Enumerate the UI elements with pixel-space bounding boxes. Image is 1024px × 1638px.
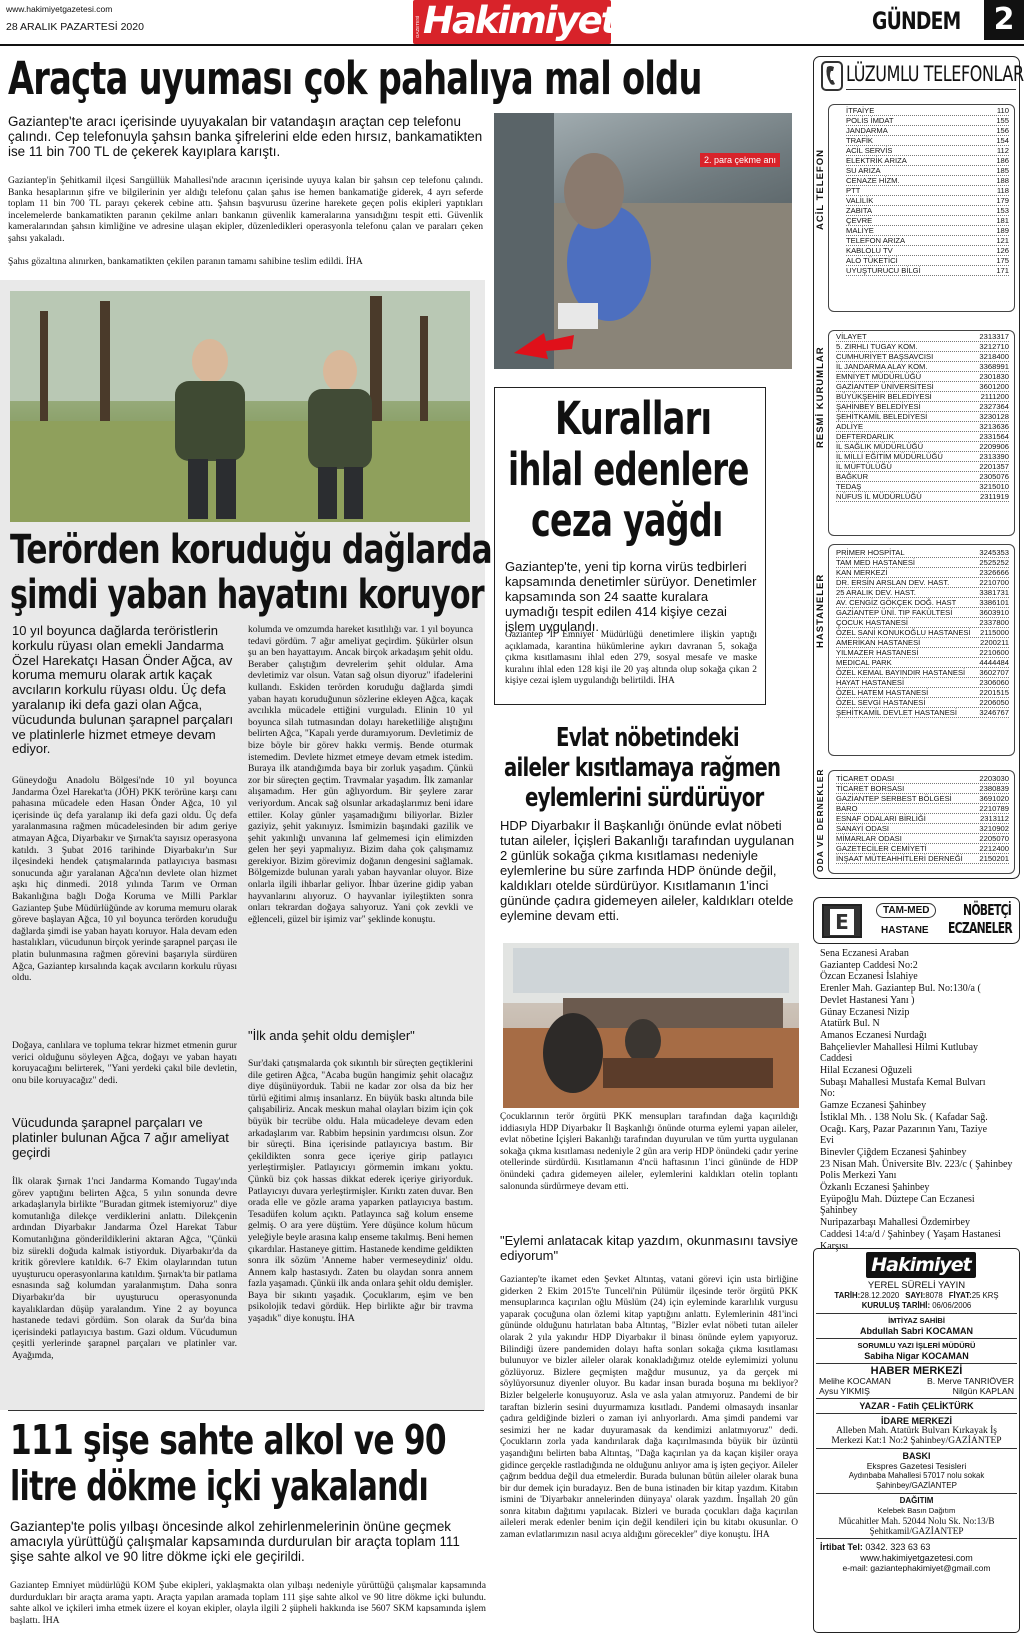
phone-name: ŞAHİNBEY BELEDİYESİ [836, 402, 921, 411]
phone-number: 2206050 [979, 698, 1009, 707]
pharmacy-line: İstiklal Mh. . 138 Nolu Sk. ( Kafadar Sağ. [820, 1111, 988, 1123]
phone-row [846, 226, 1009, 236]
pharmacy-badge [822, 904, 862, 938]
phone-row [846, 206, 1009, 216]
phone-row [846, 186, 1009, 196]
phone-name: TEDAŞ [836, 482, 862, 491]
phone-name: MİMARLAR ODASI [836, 834, 902, 843]
phone-row [846, 146, 1009, 156]
phone-number: 118 [996, 186, 1009, 195]
phone-name: İL MİLLİ EĞİTİM MÜDÜRLÜĞÜ [836, 452, 943, 461]
phone-number: 2313317 [979, 332, 1009, 341]
phone-row [836, 382, 1009, 392]
phone-name: BÜYÜKŞEHİR BELEDİYESİ [836, 392, 932, 401]
phone-row [836, 678, 1009, 688]
phone-number: 189 [996, 226, 1009, 235]
phone-name: İL MÜFTÜLÜĞÜ [836, 462, 892, 471]
phone-name: TAM MED HASTANESİ [836, 558, 916, 567]
phone-name: PRİMER HOSPİTAL [836, 548, 905, 557]
phone-row [836, 442, 1009, 452]
imprint-news-3: B. Merve TANRIÖVER [926, 1376, 1014, 1386]
phone-name: YILMAZER HASTANESİ [836, 648, 919, 657]
phone-row [846, 236, 1009, 246]
imprint-logo-text: Hakimiyet [871, 1254, 971, 1276]
phone-number: 181 [996, 216, 1009, 225]
phone-number: 3691020 [979, 794, 1009, 803]
phone-name: SU ARIZA [846, 166, 881, 175]
logo-text: Hakimiyet [423, 0, 617, 42]
phone-row [836, 462, 1009, 472]
phone-name: CUMHURİYET BAŞSAVCISI [836, 352, 934, 361]
phone-number: 2525252 [979, 558, 1009, 567]
masthead-logo [413, 0, 617, 44]
article1-body: Gaziantep'in Şehitkamil ilçesi Sarıgüllük Mahallesi'nde aracının içerisinde uyuya kalan bir şahsın cep telefonu çalındı. Banka hesaplarının şifre ve bilgilerinin yer aldığı telefonu çalan şahıs ise hemen bankamatiğe giderek, 4 ayrı seferde toplam 11 bin 700 TL parayı çekerek cebine attı. Şahsın başvurusu üzerine harekete geçen polis ekipleri yaptıkları incelemelerde bankamatikten paranın çekilme anları bankanın güvenlik kameralarına yansıdığını tespit etti. Güvenlik kameralarından şahsın kimliğine ve adresine ulaşan ekipler, düzenledikleri operasyonla telefonu çalan ve paraları çeken şahsı yakaladı. [8, 175, 483, 244]
imprint-website[interactable]: www.hakimiyetgazetesi.com [860, 1553, 973, 1563]
phone-number: 2212400 [979, 844, 1009, 853]
pharmacy-line: Caddesi [820, 1053, 853, 1065]
phone-row [836, 402, 1009, 412]
article3-rule [8, 1410, 484, 1411]
meeting-photo-illustration [503, 943, 799, 1108]
phone-name: AV. CENGİZ GÖKÇEK DOĞ. HAST [836, 598, 957, 607]
phone-name: ÖZEL HATEM HASTANESİ [836, 688, 929, 697]
article3-headline-line1: 111 şişe sahte alkol ve 90 [10, 1416, 446, 1464]
phone-row [836, 628, 1009, 638]
phone-name: MEDICAL PARK [836, 658, 892, 667]
phone-number: 2311919 [980, 492, 1009, 501]
phone-row [836, 854, 1009, 864]
phone-row [836, 774, 1009, 784]
imprint-email[interactable]: e-mail: gaziantephakimiyet@gmail.com [842, 1563, 991, 1573]
phone-row [836, 472, 1009, 482]
imprint-news-1: Melihe KOCAMAN [819, 1376, 891, 1386]
phone-number: 179 [996, 196, 1009, 205]
phone-name: ÇEVRE [846, 216, 873, 225]
pharmacy-line: Binevler Çiğdem Eczanesi Şahinbey [820, 1146, 967, 1158]
phone-number: 2313390 [979, 452, 1009, 461]
phone-row [846, 106, 1009, 116]
pharmacy-line: Gamze Eczanesi Şahinbey [820, 1100, 927, 1112]
imprint-news-4: Nilgün KAPLAN [952, 1386, 1014, 1396]
article2-col2-p5: Sur'daki çatışmalarda çok sıkıntılı bir süreçten geçtiklerini dile getiren Ağca, "Acaba bugün hangimiz şehit olacağız diye düşünüyorduk. Tabii ne kadar zor olsa da biz her türlü eğitimi almış insanlarız. En büyük baskı altında bile çalışabiliriz. Ancak meskun mahal olayları bizim için çok büyük bir tecrübe oldu. Hala mücadeleye devam eden arkadaşlarım var. Rabbim hepsinin yardımcısı olsun. Zor bir süreçti. Bina içerisinde patlayıcıya bastım. Bir çekildikten sonra gece içeriye girip patlayıcı yerleştirmişler. Patlayıcıyı görmemin imkanı yoktu. Çünkü biz çok hassas dikkat ederek içeriye giriyorduk. Patlayıcıyı duvara yerleştirmişler. Kırıktı zaten duvar. Ben orada elle ve gözle arama yaparken patlayıcıya bastım. Tesadüfen kolum açıktı. Patlayınca sağ kolum enseme gelmiş. O ara yere düştüm. Yere düşünce kolum hücum yeleğiyle beyle arasına kalıp enseme takılmış. Beni hemen çıkardılar. Hastaneye gittim. Hastanede kendime geldikten sonra ilk sözüm 'Anneme haber vermeseydiniz' oldu. Annem kalp hastasıydı. Zaten bu olaydan sonra annem fazla yaşamadı. Çünkü ilk anda onlara şehit oldu demişler. Baya bir sıkıntı yaşadık. Çocuklarım, eşim ve ben psikolojik tedavi gördük. Hep birlikte ağır bir travma yaşadık" diye konuştu. İHA [248, 1058, 473, 1325]
article5-headline-line3: eylemlerini sürdürüyor [525, 783, 764, 813]
phone-row [836, 332, 1009, 342]
phone-number: 2111200 [980, 392, 1009, 401]
phone-row [836, 392, 1009, 402]
article1-body-end: Şahıs gözaltına alınırken, bankamatikten çekilen paranın tamamı sahibine teslim edildi. İHA [8, 256, 363, 267]
article2-subhead2: "İlk anda şehit oldu demişler" [248, 1028, 415, 1043]
phone-name: ÖZEL SANİ KONUKOĞLU HASTANESİ [836, 628, 971, 637]
pharmacy-line: Sena Eczanesi Araban [820, 948, 909, 959]
imprint-phone: İrtibat Tel: 0342. 323 63 63 [816, 1538, 1017, 1553]
imprint-news-2: Aysu YIKMIŞ [819, 1386, 870, 1396]
phone-name: GAZETECİLER CEMİYETİ [836, 844, 927, 853]
phone-name: İL SAĞLIK MÜDÜRLÜĞÜ [836, 442, 924, 451]
article2-col2-p4: kolumda ve omzumda hareket kısıtlılığı var. 1 yıl boyunca tedavi gördüm. 7 ağır ameliyat geçirdim. Şükürler olsun şu an ben hayattayım. Ancak birçok arkadaşım şehit oldu. Beraber çalıştığım devrelerim şehit oldular. Ama devletimiz var olsun. Vatan sağ olsun diyoruz" ifadelerini kullandı. Eskiden terörden koruduğu dağlarda şimdi yaban hayatı koruduğunun sözlerine ekleyen Ağca, kaçak avcılıkla mücadele ettiğini vurguladı. Elinin 10 yıl boyunca silah tutmasından dolayı hareketliliğe alıştığını belirten Ağca, "Kapalı yerde duramıyorum. Devletimiz de bize böyle bir görev hakkı vermiş. Bende oturmak istemedim. Devlete hizmet etmeye devam etmek istedim. Buraya ilk atandığımda baya bir zorluk yaşadım. Çünkü zor bir süreçten geçtim. Travmalar yaşadım. İlk zamanlar alışamadım. Her gün ağlıyordum. Bir şeylere zarar veriyordum. Ancak sağ olsunlar arkadaşlarımız beni idare ettiler. Kolay günler yaşamadığımı biliyorlar. Bizler gaziyiz, şehit yakınıyız. İsmimizin başındaki gazilik ve şehit yakınlığı unvanına laf gelmemesi için elimizden gelen her şeyi yapmalıyız. Bizim daha çok çalışmamız gerekiyor. Bizim görevimiz doğanın dengesini sağlamak. Bölgemizde bulunan yaralı yaban hayvanlar oluyor. Bize onlarla ilgili ihbarlar geliyor. İhbar üzerine gidip yaban hayvanlarını alıyoruz. O hayvanlar iyileştikten sonra onları tekrardan doğaya salıyoruz. Yani çok zevkli ve eğlenceli, güzel bir işimiz var" şeklinde konuştu. [248, 624, 473, 925]
phone-row [836, 432, 1009, 442]
imprint-print: BASKI Ekspres Gazetesi Tesisleri Aydınbaba Mahallesi 57017 nolu sokak Şahinbey/GAZİANTEP [816, 1448, 1017, 1491]
article4-headline-line2: ihlal edenlere [508, 443, 749, 496]
phone-row [836, 638, 1009, 648]
phone-number: 188 [996, 176, 1009, 185]
imprint-founded: KURULUŞ TARİHİ: 06/06/2006 [861, 1301, 972, 1310]
imprint-writer: YAZAR - Fatih ÇELİKTÜRK [816, 1398, 1017, 1411]
phone-number: 2327364 [979, 402, 1009, 411]
phone-number: 2210600 [979, 648, 1009, 657]
phone-row [836, 658, 1009, 668]
phone-number: 2326666 [979, 568, 1009, 577]
phone-row [836, 422, 1009, 432]
phone-number: 2150201 [979, 854, 1009, 863]
phones-group-3-label: ODA VE DERNEKLER [815, 768, 825, 872]
phone-number: 2203030 [979, 774, 1009, 783]
article4-headline-line1: Kuralları [555, 392, 712, 445]
phone-row [836, 688, 1009, 698]
phone-row [846, 166, 1009, 176]
pharmacy-line: Özkanlı Eczanesi Şahinbey [820, 1182, 930, 1194]
phone-name: ÇOCUK HASTANESİ [836, 618, 909, 627]
issue-date: 28 ARALIK PAZARTESİ 2020 [6, 21, 144, 33]
phone-name: ACİL SERVİS [846, 146, 893, 155]
phones-group-3-list [836, 774, 1009, 864]
phone-row [846, 176, 1009, 186]
phone-number: 171 [996, 266, 1009, 275]
phone-number: 3215010 [979, 482, 1009, 491]
imprint-admin: İDARE MERKEZİ Alleben Mah. Atatürk Bulvarı Kırkayak İş Merkezi Kat:1 No:2 Şahinbey/GAZİANTEP [816, 1413, 1017, 1446]
phone-row [846, 126, 1009, 136]
article5-p2: Gaziantep'te ikamet eden Şevket Altıntaş, vatani görevi için usta birliğine giderken 2 Ekim 2015'te Tunceli'nin Pülümür ilçesinde terör örgütü PKK mensuplarınca kaçırılan oğlu Müslüm (24) için eyleminde kararlılık vurgusu yaparak çocuğuna olan özlemi kitap yaptığını anlattı. Eylemlerinin 481'inci gününde olduğunu hatırlatan baba Altıntaş, "Bizler evlat nöbeti tutan aileler olarak 2 yıla yakındır HDP Diyarbakır il binası önünde eylem yapıyoruz. Bilindiği üzere pandemiden dolayı hafta sonları sokağa çıkma kısıtlaması bulunuyor ve bizler aileler olarak konakladığımız otelde eylemimizi yolunu gözlüyoruz. Bizlere geçmişten mağdur musunuz, ya da gerçek mi söylüyorsunuz diyenler oluyor. Bu kadar insan burada boşuna mı bekliyor? Bizler belgelerle konuşuyoruz. Asla ve asla yalan atmıyoruz. Pandemi de bir taraftan bizlerin sesini duyurmamıza kısıtladı. Pandemi olmasaydı insanlar çadıra geldiğinde bizleri o zaman iyi anlıyorlardı. Ama şimdi pandemi var sesimizi her ne kadar duyuramasak da kendimizi anlatmıyoruz" dedi. Çocukların zorla yada kandırılarak dağa kaçırılmasında büyük bir üzüntü yaşandığını belirten baba Altıntaş, "Dağa kaçırılan ya da kaçan kişiler oraya gidince gerçekle rastladığında ne olduğunu anlıyor ama iş işten geçiyor. Aileler çağrım beddua değil dua etmelerdir. Burada bulunan bütün aileler olarak buna bir dur demek için buradayız. Ben de buna istinaden bir kitap yazdım. Kitabın ismini de 'Diyarbakır annelerinden dünyaya' olarak yazdım. İnşallah 20 gün sonra kitabın dağıtımı yapılacak. Bizleri ve burada çocukları dağa kaçırılan aileleri merak edenler benim için değil kendileri için bu kitabı okusunlar. O zaman evlatlarımızın nasıl acıya aldığını görecekler" diye konuştu. İHA [500, 1275, 798, 1541]
article1-headline: Araçta uyuması çok pahalıya mal oldu [8, 52, 702, 105]
phone-number: 110 [996, 106, 1009, 115]
phone-number: 112 [996, 146, 1009, 155]
phone-row [846, 246, 1009, 256]
phones-title: LÜZUMLU TELEFONLAR [846, 62, 1024, 86]
article5-headline-line2: aileler kısıtlamaya rağmen [504, 753, 781, 783]
phone-name: İNŞAAT MÜTEAHHİTLERİ DERNEĞİ [836, 854, 963, 863]
phone-name: TRAFİK [846, 136, 874, 145]
phones-group-1-list [836, 332, 1009, 502]
phone-number: 153 [996, 206, 1009, 215]
phone-number: 3386101 [979, 598, 1009, 607]
phone-row [836, 598, 1009, 608]
phone-number: 2210700 [979, 578, 1009, 587]
phone-number: 155 [996, 116, 1009, 125]
phone-row [836, 362, 1009, 372]
imprint-owner: İMTİYAZ SAHİBİ Abdullah Sabri KOCAMAN [816, 1313, 1017, 1336]
phone-name: VİLAYET [836, 332, 867, 341]
article2-subhead1: Vücudunda şarapnel parçaları ve platinler bulunan Ağca 7 ağır ameliyat geçirdi [12, 1115, 229, 1160]
pharmacy-brand: TAM-MED [876, 903, 936, 918]
phones-title-rule [846, 89, 1016, 90]
phone-name: KABLOLU TV [846, 246, 893, 255]
phone-name: ELEKTRİK ARIZA [846, 156, 907, 165]
phone-row [836, 834, 1009, 844]
phone-name: BAĞKUR [836, 472, 869, 481]
phone-number: 2209906 [979, 442, 1009, 451]
phone-number: 2205070 [979, 834, 1009, 843]
article2-lead: 10 yıl boyunca dağlarda teröristlerin korkulu rüyası olan emekli Jandarma Özel Harekatçı Hasan Önder Ağca, av koruma memuru olarak artık kaçak avcıların korkulu rüyası oldu. Üç defa yaralanıp iki defa gazi olan Ağca, vücudunda bulunan şarapnel parçaları ve platinlerle hizmet etmeye devam ediyor. [12, 623, 234, 757]
phone-number: 4444484 [979, 658, 1009, 667]
phone-row [836, 452, 1009, 462]
pharmacy-line: Günay Eczanesi Nizip [820, 1006, 910, 1018]
phone-row [846, 136, 1009, 146]
article3-headline-line2: litre dökme içki yakalandı [10, 1462, 429, 1510]
imprint-price: FİYAT:25 KRŞ [948, 1291, 999, 1300]
article5-headline-line1: Evlat nöbetindeki [556, 723, 739, 753]
article2-headline-line1: Terörden koruduğu dağlarda [10, 527, 492, 573]
phone-name: ALO TÜKETİCİ [846, 256, 898, 265]
imprint-editor: SORUMLU YAZI İŞLERİ MÜDÜRÜ Sabiha Nigar KOCAMAN [816, 1338, 1017, 1361]
phone-name: BARO [836, 804, 858, 813]
phone-number: 126 [996, 246, 1009, 255]
phone-name: DR. ERSİN ARSLAN DEV. HAST. [836, 578, 950, 587]
pharmacy-title-line2: ECZANELER [948, 919, 1013, 937]
phone-row [836, 482, 1009, 492]
phone-name: GAZİANTEP ÜNİVERSİTESİ [836, 382, 934, 391]
pharmacy-badge-letter: E [830, 909, 854, 935]
phone-number: 3212710 [979, 342, 1009, 351]
phone-name: ŞEHİTKAMİL BELEDİYESİ [836, 412, 928, 421]
pharmacy-line: No: [820, 1088, 835, 1100]
phone-name: ADLİYE [836, 422, 864, 431]
phone-number: 156 [996, 126, 1009, 135]
article3-body: Gaziantep Emniyet müdürlüğü KOM Şube ekipleri, yaklaşmakta olan yılbaşı nedeniyle yürüttüğü çalışmalar kapsamında durdurdukları bir araçta arama yaptı. Araçta yapılan aramada toplam 111 şişe sahte alkol ve 90 litre dökme içki bulundu. sahte alkol ve içkileri imha etmek üzere el koyan ekipler, olayla ilgili 2 şüpheli hakkında ise 5607 SKM kapsamında işlem başlattı. İHA [10, 1580, 486, 1626]
article5-subhead: "Eylemi anlatacak kitap yazdım, okunmasını tavsiye ediyorum" [500, 1233, 798, 1263]
phone-row [836, 372, 1009, 382]
phone-row [846, 216, 1009, 226]
phone-row [836, 698, 1009, 708]
phones-group-1-label: RESMİ KURUMLAR [815, 346, 826, 448]
phone-number: 2305076 [979, 472, 1009, 481]
phone-number: 2331564 [979, 432, 1009, 441]
phone-number: 3210902 [979, 824, 1009, 833]
phone-number: 2301830 [979, 372, 1009, 381]
phone-name: NÜFUS İL MÜDÜRLÜĞÜ [836, 492, 922, 501]
phone-number: 3381731 [979, 588, 1009, 597]
phone-row [836, 804, 1009, 814]
phone-number: 2337800 [979, 618, 1009, 627]
phone-name: POLİS İMDAT [846, 116, 894, 125]
phone-number: 2306060 [979, 678, 1009, 687]
pharmacy-line: 23 Nisan Mah. Üniversite Blv. 223/c ( Şahinbey Polis Merkezi Yanı [820, 1158, 1013, 1182]
phone-row [836, 352, 1009, 362]
phone-name: ÖZEL KEMAL BAYINDIR HASTANESİ [836, 668, 966, 677]
phone-name: 25 ARALIK DEV. HAST. [836, 588, 916, 597]
phone-number: 154 [996, 136, 1009, 145]
imprint-news-names [816, 1376, 1017, 1396]
wildlife-photo-illustration [10, 291, 470, 522]
phone-name: PTT [846, 186, 861, 195]
phone-name: TİCARET ODASI [836, 774, 895, 783]
pharmacy-line: Caddesi 14:a/d / Şahinbey ( Yaşam Hastanesi [820, 1228, 1001, 1240]
pharmacy-line: Atatürk Bul. N [820, 1018, 880, 1030]
phone-number: 3230128 [979, 412, 1009, 421]
header-rule [0, 44, 1024, 46]
phone-number: 2313112 [980, 814, 1009, 823]
imprint-issue-line [816, 1291, 1017, 1301]
phone-name: ŞEHİTKAMİL DEVLET HASTANESİ [836, 708, 957, 717]
phone-number: 3246767 [979, 708, 1009, 717]
page-number: 2 [984, 0, 1024, 40]
imprint-date: TARİH:28.12.2020 [834, 1291, 900, 1300]
phone-icon [821, 61, 843, 91]
phone-row [846, 196, 1009, 206]
article2-col1-p3: İlk olarak Şırnak 1'nci Jandarma Komando Tugay'ında görev yaptığını belirten Ağca, 5 yılın sonunda devre arkadaşlarıyla birlikte "Buradan gitmek istemiyoruz" diye komutanlığa dilekçe verdiklerini anlattı. Dilekçenin ardından Diyarbakır Jandarma Özel Harekat Tabur Komutanlığına gönderildiklerini aktaran Ağca, "Çünkü biz sürekli doğuda kalmak istiyorduk. Diyarbakır'da da kritik görevlere katıldık. 6-7 Ekim olaylarından tutun uyuşturucu operasyonlarına katıldım. Şırnak'ta bir patlama esnasında sağ kolumdan yaralanmıştım. Daha sonra Diyarbakır'da bir uyuşturucu operasyonunda kayalıklardan düşüp yaralandım. Yine 2 ay boyunca hastanede tedavi gördüm. Son olarak da Sur'da bina içerisindeki patlayıcıya bastım. Gazi oldum. Vücudumun çeşitli yerlerinde şarapnel parçaları ve platinler var. Ayağımda, [12, 1176, 237, 1361]
phone-row [846, 156, 1009, 166]
article5-p1: Çocuklarının terör örgütü PKK mensupları tarafından dağa kaçırıldığı iddiasıyla HDP Diyarbakır İl Başkanlığı önünde oturma eylemi yapan aileler, evlat nöbetine İçişleri Bakanlığı tarafından duyurulan ve tüm yurtta uygulanan sokağa çıkma kısıtlaması nedeniyle 2 gün ara verip HDP önündeki çadır yerine otellerinde sürdürdü. Kısıtlamanın 4'ncü haftasının 1'inci gününde de HDP önündeki çadıra gidemeyen aileler, eylemlerini kaldıkları otelin toplantı salonunda sürdürmeye devam etti. [500, 1112, 798, 1192]
phone-name: ÖZEL SEVGİ HASTANESİ [836, 698, 926, 707]
phone-row [836, 668, 1009, 678]
photo-label: 2. para çekme anı [700, 153, 780, 167]
phone-row [836, 814, 1009, 824]
pharmacy-line: Nuripazarbaşı Mahallesi Özdemirbey [820, 1217, 970, 1229]
phone-number: 2380839 [979, 784, 1009, 793]
logo-side-text: GAZETESİ [415, 15, 420, 38]
article4-body: Gaziantep İl Emniyet Müdürlüğü denetimlere ilişkin yaptığı açıklamada, karantina hükümlerine aykırı davranan 5, sokağa çıkma kısıtlamasını ihlal eden 279, sosyal mesafe ve maske kuralını ihlal eden 128 kişi ile 20 yaş altında olup sokağa çıkan 2 kişiye cezai işlem uygulandığı belirtildi. İHA [505, 630, 757, 687]
atm-photo-illustration [494, 113, 792, 369]
phone-row [836, 844, 1009, 854]
wildlife-photo [10, 291, 470, 522]
phone-number: 3602707 [979, 668, 1009, 677]
phone-row [836, 824, 1009, 834]
article1-lead: Gaziantep'te aracı içerisinde uyuyakalan bir vatandaşın araçtan cep telefonu çalındı. Cep telefonuyla şahsın banka şifrelerini elde eden hırsız, bankamatikten ise 11 bin 700 TL de çekerek kayıplara karıştı. [8, 114, 483, 159]
pharmacy-line: Devlet Hastanesi Yanı ) [820, 994, 915, 1006]
phone-row [836, 578, 1009, 588]
phone-name: TELEFON ARIZA [846, 236, 906, 245]
imprint-content [816, 1281, 1017, 1573]
pharmacy-line: Amanos Eczanesi Nurdağı [820, 1029, 927, 1041]
phone-row [836, 412, 1009, 422]
meeting-photo [503, 943, 799, 1108]
pharmacy-list [820, 948, 1020, 1252]
phone-name: ZABITA [846, 206, 873, 215]
phone-number: 185 [996, 166, 1009, 175]
atm-photo [494, 113, 792, 369]
phone-number: 3213636 [979, 422, 1009, 431]
phone-row [836, 342, 1009, 352]
phone-row [836, 618, 1009, 628]
phones-group-0-list [846, 106, 1009, 276]
phone-row [836, 784, 1009, 794]
pharmacy-line: Özcan Eczanesi İslahiye [820, 971, 918, 983]
phone-name: VALİLİK [846, 196, 874, 205]
phone-name: İL JANDARMA ALAY KOM. [836, 362, 928, 371]
phone-name: JANDARMA [846, 126, 888, 135]
phone-row [846, 116, 1009, 126]
pharmacy-line: Evi [820, 1135, 834, 1147]
phone-number: 2201515 [979, 688, 1009, 697]
article5-lead: HDP Diyarbakır İl Başkanlığı önünde evlat nöbeti tutan aileler, İçişleri Bakanlığı tarafından uygulanan 2 günlük sokağa çıkma kısıtlaması nedeniyle eylemlerine bu süre zarfında HDP önünde değil, kaldıkları otelde sürdürüyor. Kısıtlamanın 1'inci gününde çadıra gidemeyen aileler, kaldıkları otelde eylemine devam etti. [500, 818, 795, 923]
phone-row [846, 256, 1009, 266]
pharmacy-brand-sub: HASTANE [881, 925, 929, 936]
article4-lead: Gaziantep'te, yeni tip korna virüs tedbirleri kapsamında denetimler sürüyor. Denetimler kapsamında son 24 saatte kuralara uymadığı tespit edilen 414 kişiye cezai işlem uygulandı. [505, 559, 757, 634]
phone-name: EMNİYET MÜDÜRLÜĞÜ [836, 372, 922, 381]
article2-col1-p2: Doğaya, canlılara ve topluma tekrar hizmet etmenin gurur verici olduğunu söyleyen Ağca, doğayı ve yaban hayatı koruyacağını belirterek, "Yani yerdeki çakıl bile devletin, onu bile koruyacağız" dedi. [12, 1040, 237, 1086]
article2-col1-p1: Güneydoğu Anadolu Bölgesi'nde 10 yıl boyunca Jandarma Özel Harekat'ta (JÖH) PKK terörüne karşı canı pahasına mücadele eden Hasan Önder Ağca, 10 yıl içerisinde üç defa yaralanıp iki defa gazi oldu. Üç defa yaralanmasına rağmen mücadelesinden bir adım geriye atmayan Ağca, Diyarbakır ve Şırnak'ta sayısız operasyona katıldı. 3 Şubat 2016 tarihinde Diyarbakır'ın Sur ilçesindeki hendek çatışmalarında patlayıcıya basması sonucunda ağır yaralanan Ağca'nın devlete olan hizmet aşkı hiç dinmedi. 2018 yılında Tarım ve Orman Bakanlığına bağlı Doğa Koruma ve Milli Parklar Gaziantep Şube Müdürlüğünde av koruma memuru olarak göreve başlayan Ağca, 10 yıl boyunca terörden koruduğu dağlarda şimdi ise yaban hayatı koruyor. Hala devam eden hastalıkları, vücudunun birçok yerinde şarapnel parçası ile platin bulunmasına rağmen görevini başarıyla sürdüren Ağca, Gaziantep kırsalında kaçak avcıların korkulu rüyası oldu. [12, 775, 237, 984]
imprint-distribution: DAĞITIM Kelebek Basın Dağıtım Mücahitler Mah. 52044 Nolu Sk. No:13/B Şehitkamil/GAZİANTEP [816, 1493, 1017, 1536]
phone-number: 2210789 [979, 804, 1009, 813]
article2-headline-line2: şimdi yaban hayatını koruyor [10, 572, 484, 618]
phones-group-2-list [836, 548, 1009, 718]
phone-name: KAN MERKEZİ [836, 568, 888, 577]
phone-row [836, 588, 1009, 598]
pharmacy-line: Bahçelievler Mahallesi Hilmi Kutlubay [820, 1041, 979, 1053]
phone-name: SANAYİ ODASI [836, 824, 890, 833]
phones-group-0-label: ACİL TELEFON [815, 149, 826, 230]
phone-row [836, 708, 1009, 718]
pharmacy-line: Subaşı Mahallesi Mustafa Kemal Bulvarı [820, 1076, 986, 1088]
section-title: GÜNDEM [872, 7, 961, 35]
site-url[interactable]: www.hakimiyetgazetesi.com [6, 4, 113, 14]
imprint-kind: YEREL SÜRELİ YAYIN [867, 1280, 966, 1291]
pharmacy-line: Karşısı [820, 1240, 849, 1252]
phone-name: MALİYE [846, 226, 874, 235]
phone-name: İTFAİYE [846, 106, 875, 115]
phone-row [836, 648, 1009, 658]
imprint-number: SAYI:8078 [905, 1291, 943, 1300]
phone-number: 121 [996, 236, 1009, 245]
phone-number: 2201357 [979, 462, 1009, 471]
phone-row [836, 558, 1009, 568]
phone-row [836, 608, 1009, 618]
phone-name: HAYAT HASTANESİ [836, 678, 905, 687]
pharmacy-line: Erenler Mah. Gaziantep Bul. No:130/a ( [820, 983, 981, 995]
phone-name: GAZİANTEP SERBEST BÖLGESİ [836, 794, 952, 803]
phone-row [836, 548, 1009, 558]
article4-headline-line3: ceza yağdı [531, 494, 723, 547]
phone-number: 186 [996, 156, 1009, 165]
phone-name: TİCARET BORSASI [836, 784, 905, 793]
pharmacy-line: Şahinbey [820, 1205, 858, 1217]
phone-number: 3245353 [979, 548, 1009, 557]
phone-row [836, 794, 1009, 804]
imprint-news-title: HABER MERKEZİ [816, 1363, 1017, 1376]
pharmacy-line: Hilal Eczanesi Oğuzeli [820, 1065, 913, 1077]
pharmacy-line: Ocağı. Karş, Pazar Pazarının Yanı, Taziye [820, 1123, 988, 1135]
phone-name: AMERİKAN HASTANESİ [836, 638, 921, 647]
article3-lead: Gaziantep'te polis yılbaşı öncesinde alkol zehirlenmelerinin önüne geçmek amacıyla yürüttüğü çalışmalar kapsamında durdurulan bir araçta toplam 111 şişe sahte alkol ve 90 litre dökme içki ele geçirildi. [10, 1519, 460, 1564]
phone-row [846, 266, 1009, 276]
phone-name: 5. ZIRHLI TUGAY KOM. [836, 342, 918, 351]
phone-name: GAZİANTEP ÜNİ. TIP FAKÜLTESİ [836, 608, 953, 617]
phone-number: 3368991 [979, 362, 1009, 371]
pharmacy-title-line1: NÖBETÇİ [963, 901, 1012, 919]
phone-number: 3603910 [979, 608, 1009, 617]
phone-row [836, 568, 1009, 578]
phone-row [836, 492, 1009, 502]
phone-name: UYUŞTURUCU BİLGİ [846, 266, 921, 275]
phones-group-2-label: HASTANELER [815, 573, 826, 648]
imprint-logo [866, 1252, 976, 1278]
phone-name: ESNAF ODALARI BİRLİĞİ [836, 814, 926, 823]
phone-number: 2200211 [980, 638, 1009, 647]
phone-number: 2115000 [980, 628, 1009, 637]
phone-number: 3601200 [979, 382, 1009, 391]
pharmacy-line: Eyüpoğlu Mah. Düztepe Can Eczanesi [820, 1193, 975, 1205]
pharmacy-line: Gaziantep Caddesi No:2 [820, 959, 918, 971]
phone-name: DEFTERDARLIK [836, 432, 894, 441]
phone-number: 175 [996, 256, 1009, 265]
phone-number: 3218400 [979, 352, 1009, 361]
phone-name: CENAZE HİZM. [846, 176, 900, 185]
